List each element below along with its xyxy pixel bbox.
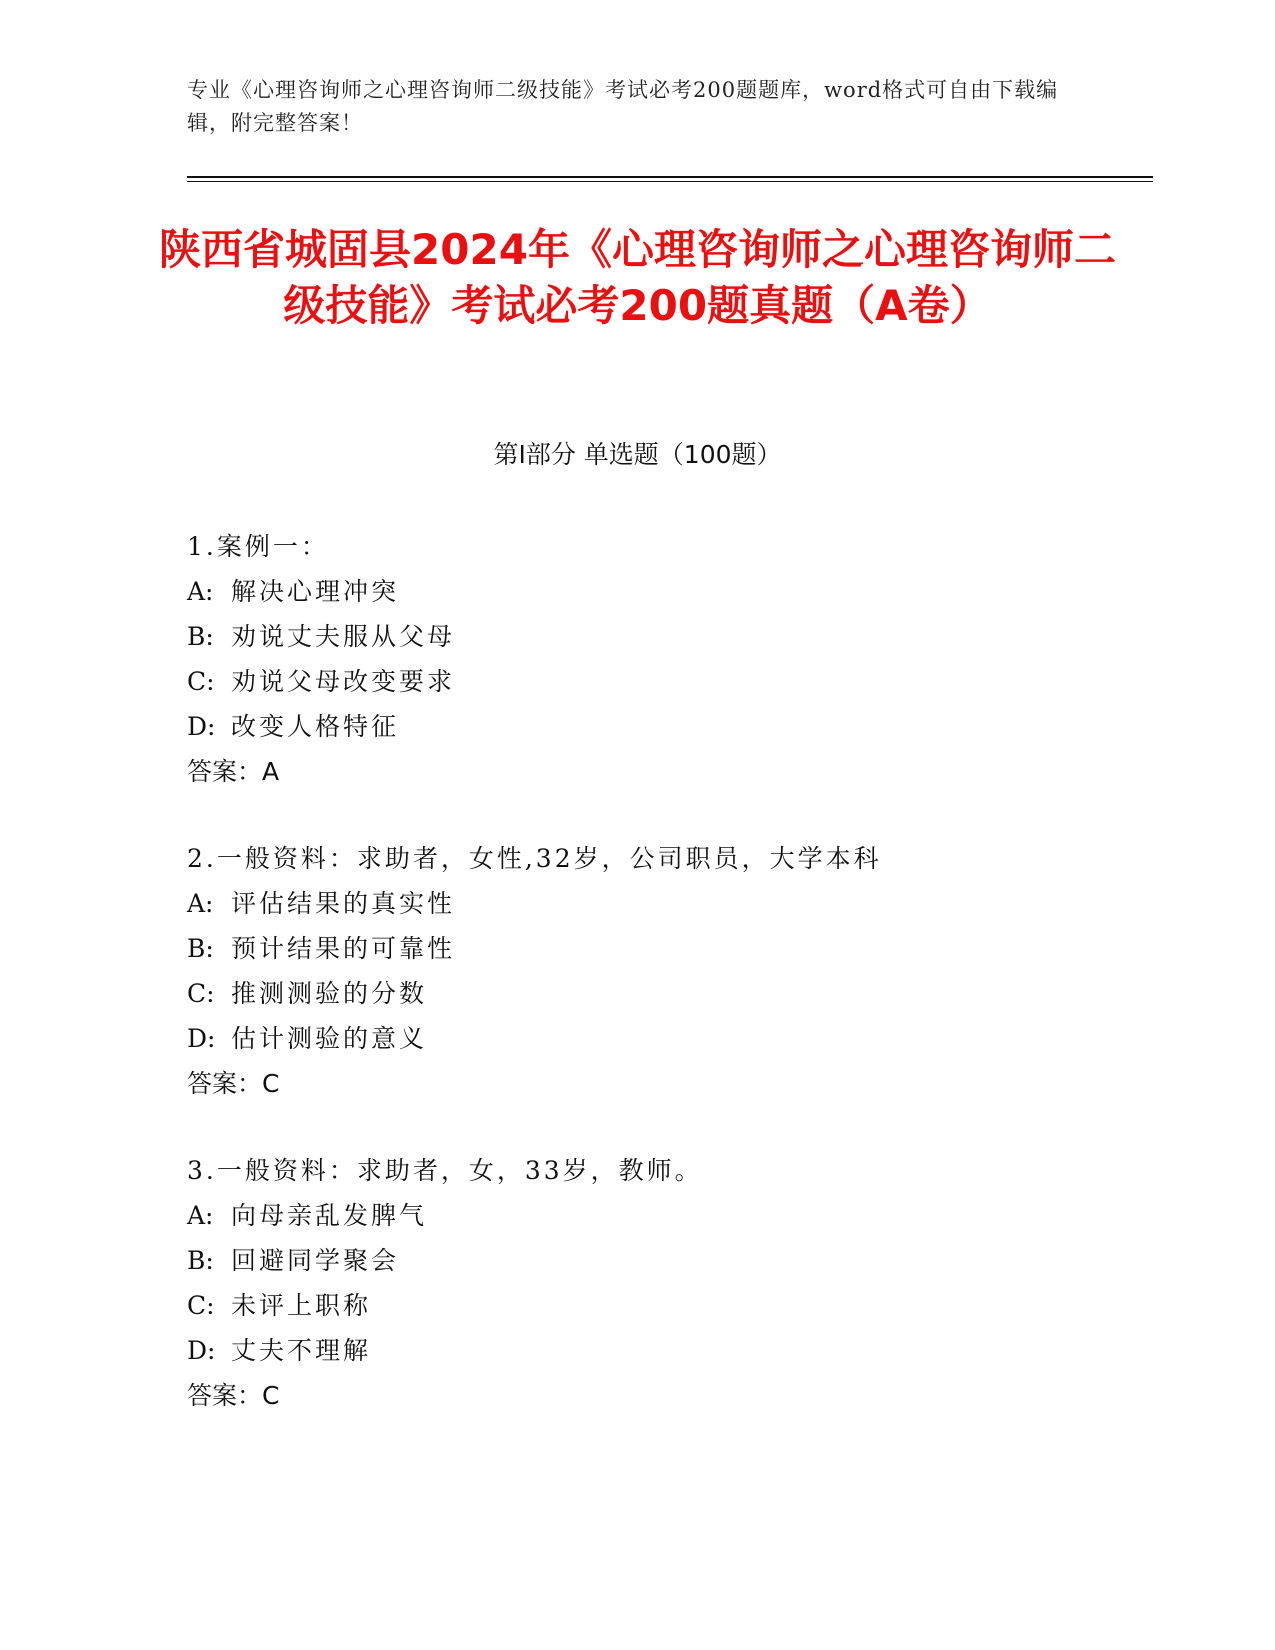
option-key: A: [187, 1201, 214, 1230]
option-key: B: [187, 622, 214, 651]
option-b [187, 614, 1147, 659]
option-text: 未评上职称 [231, 1291, 372, 1320]
option-key: D: [187, 1024, 216, 1053]
answer-line: 答案：A [187, 757, 280, 786]
option-key: D: [187, 712, 216, 741]
option-d [187, 1016, 1147, 1061]
question-3 [187, 1148, 1147, 1418]
option-text: 估计测验的意义 [231, 1024, 428, 1053]
option-key: C: [187, 979, 215, 1008]
option-c [187, 971, 1147, 1016]
option-key: A: [187, 889, 214, 918]
option-b [187, 926, 1147, 971]
option-b [187, 1238, 1147, 1283]
option-c [187, 1283, 1147, 1328]
question-stem: 1.案例一： [187, 532, 329, 561]
question-2 [187, 836, 1147, 1106]
option-d [187, 704, 1147, 749]
option-text: 向母亲乱发脾气 [231, 1201, 428, 1230]
option-a [187, 881, 1147, 926]
option-text: 改变人格特征 [231, 712, 400, 741]
section-title: 第I部分 单选题（100题） [493, 440, 782, 469]
header-rule-thin [187, 181, 1153, 182]
question-stem: 2.一般资料：求助者，女性,32岁，公司职员，大学本科 [187, 844, 882, 873]
option-key: B: [187, 1246, 214, 1275]
option-key: C: [187, 667, 215, 696]
header-note: 专业《心理咨询师之心理咨询师二级技能》考试必考200题题库，word格式可自由下载编辑，附完整答案！ [187, 78, 1059, 135]
option-text: 预计结果的可靠性 [231, 934, 456, 963]
option-text: 推测测验的分数 [231, 979, 428, 1008]
option-c [187, 659, 1147, 704]
document-title: 陕西省城固县2024年《心理咨询师之心理咨询师二级技能》考试必考200题真题（A卷） [159, 225, 1116, 330]
question-stem: 3.一般资料：求助者，女，33岁，教师。 [187, 1156, 703, 1185]
option-text: 劝说父母改变要求 [231, 667, 456, 696]
option-key: B: [187, 934, 214, 963]
option-key: A: [187, 577, 214, 606]
question-list [187, 524, 1147, 1460]
option-text: 评估结果的真实性 [231, 889, 456, 918]
option-text: 回避同学聚会 [231, 1246, 400, 1275]
option-d [187, 1328, 1147, 1373]
option-key: D: [187, 1336, 216, 1365]
header-rule-thick [187, 176, 1153, 178]
answer-line: 答案：C [187, 1069, 280, 1098]
question-1 [187, 524, 1147, 794]
option-a [187, 569, 1147, 614]
option-text: 解决心理冲突 [231, 577, 400, 606]
option-text: 丈夫不理解 [231, 1336, 372, 1365]
option-key: C: [187, 1291, 215, 1320]
option-a [187, 1193, 1147, 1238]
option-text: 劝说丈夫服从父母 [231, 622, 456, 651]
answer-line: 答案：C [187, 1381, 280, 1410]
